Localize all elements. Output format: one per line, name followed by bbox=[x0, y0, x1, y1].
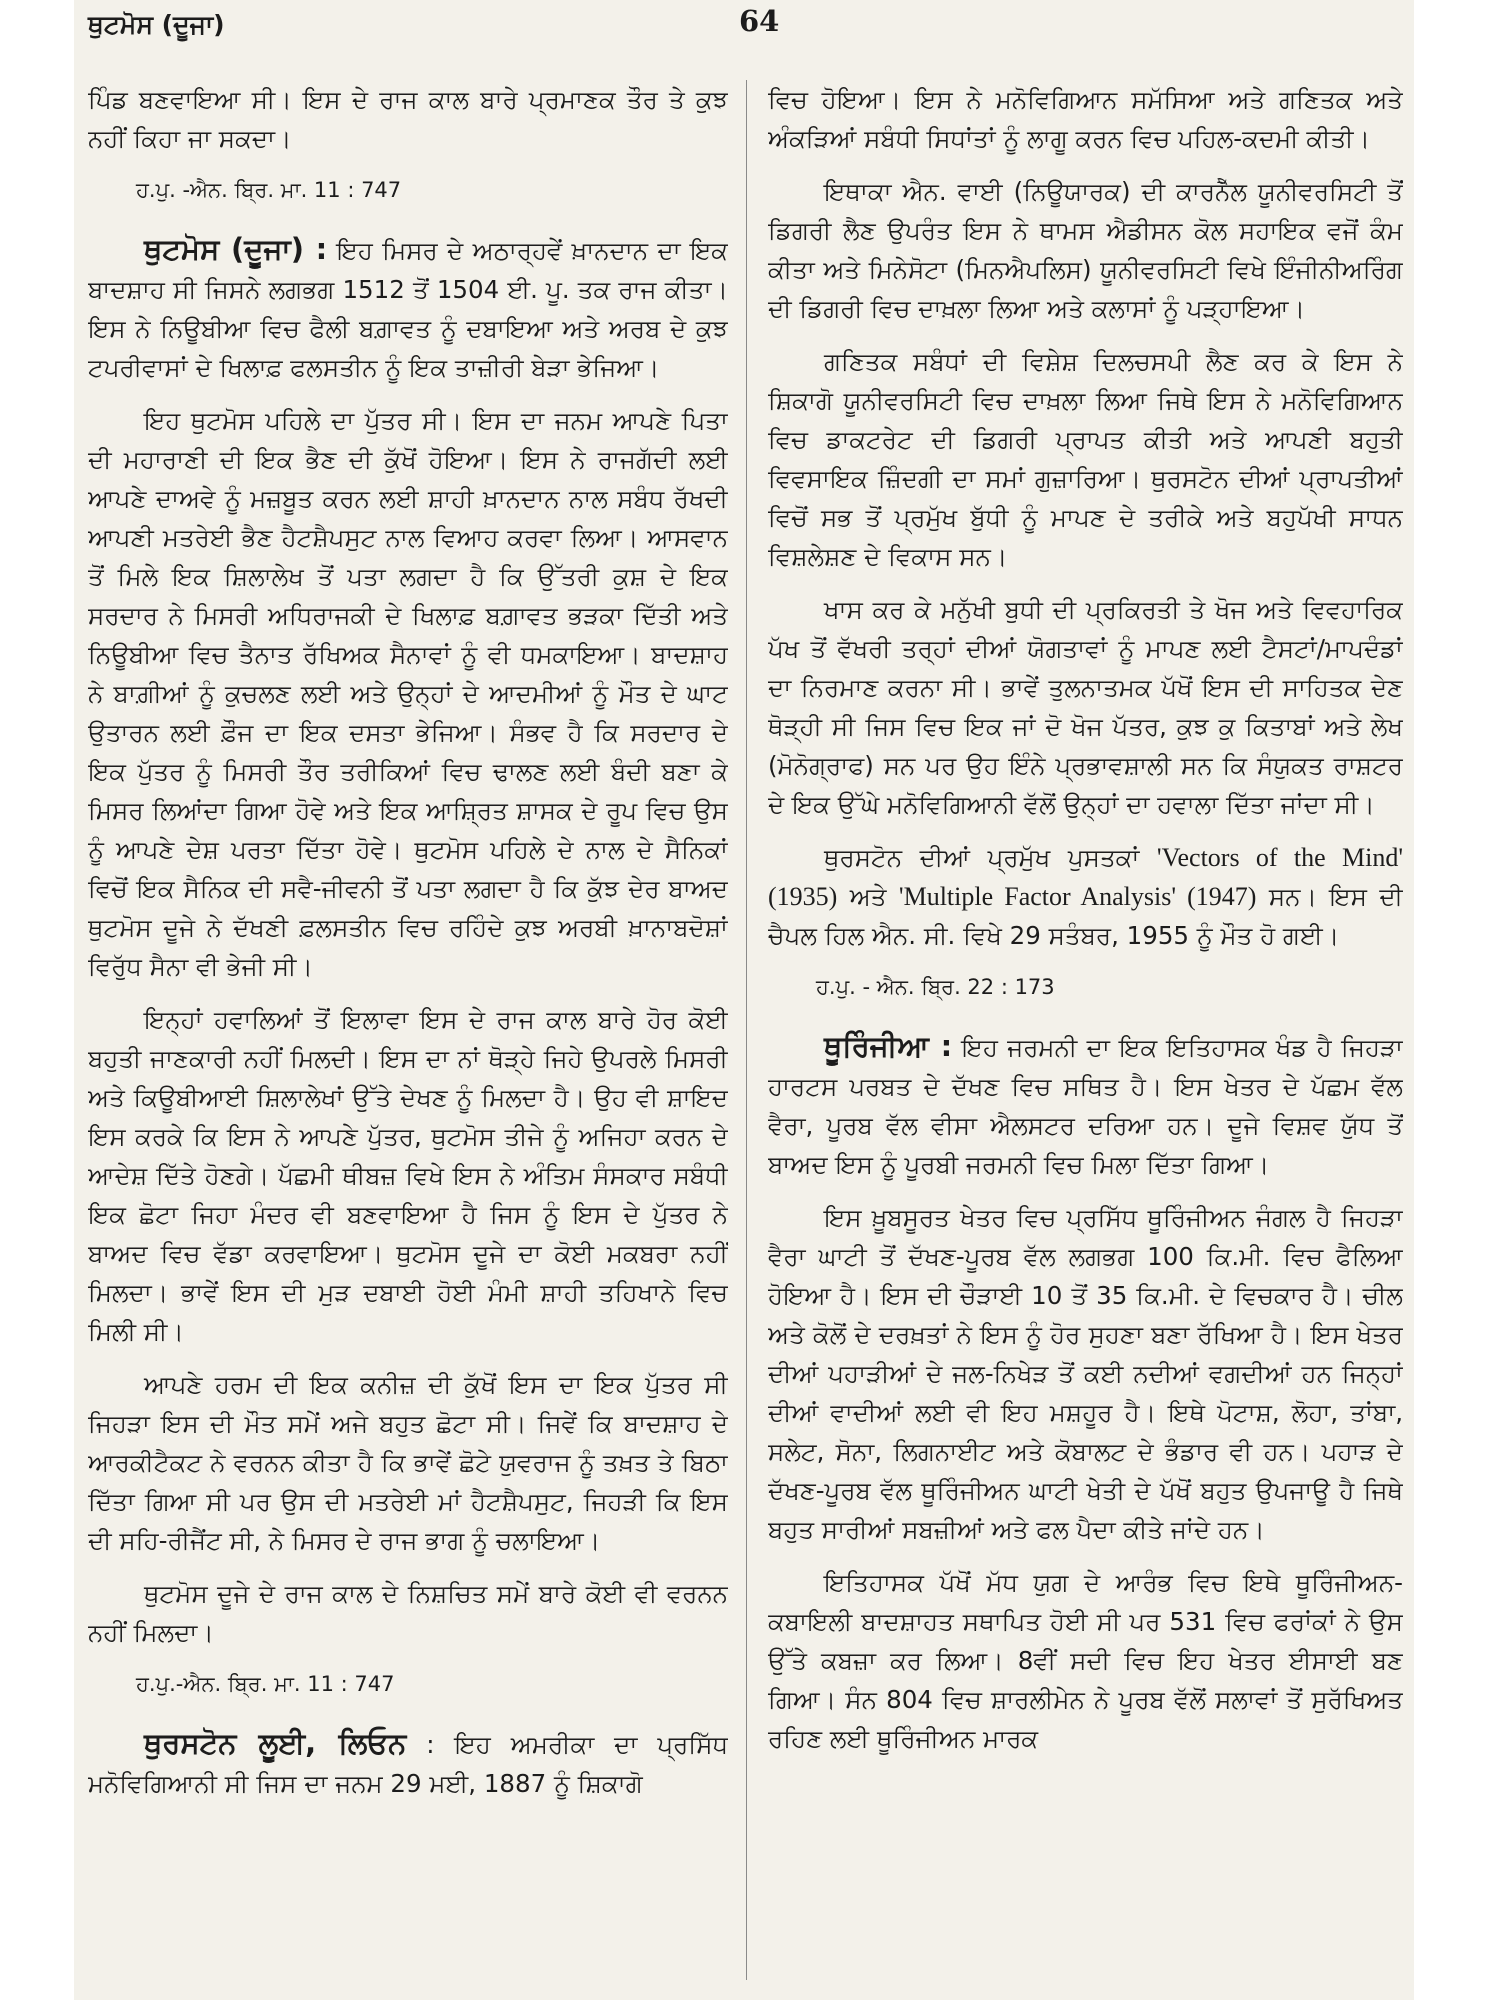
citation: ਹ.ਪੁ.-ਐਨ. ਬ੍ਰਿ. ਮਾ. 11 : 747 bbox=[136, 1672, 395, 1696]
paragraph-books bbox=[768, 838, 1403, 955]
entry-heading: ਥੁਟਮੋਸ (ਦੂਜਾ) : bbox=[144, 232, 328, 266]
paragraph: ਆਪਣੇ ਹਰਮ ਦੀ ਇਕ ਕਨੀਜ਼ ਦੀ ਕੁੱਖੋਂ ਇਸ ਦਾ ਇਕ ਪੁੱਤਰ ਸੀ ਜਿਹੜਾ ਇਸ ਦੀ ਮੌਤ ਸਮੇਂ ਅਜੇ ਬਹੁਤ ਛੋਟਾ ਸੀ। ਜਿਵੇਂ ਕਿ ਬਾਦਸ਼ਾਹ ਦੇ ਆਰਕੀਟੈਕਟ ਨੇ ਵਰਨਨ ਕੀਤਾ ਹੈ ਕਿ ਭਾਵੇਂ ਛੋਟੇ ਯੁਵਰਾਜ ਨੂੰ ਤਖ਼ਤ ਤੇ ਬਿਠਾ ਦਿੱਤਾ ਗਿਆ ਸੀ ਪਰ ਉਸ ਦੀ ਮਤਰੇਈ ਮਾਂ ਹੈਟਸ਼ੈਪਸੁਟ, ਜਿਹੜੀ ਕਿ ਇਸ ਦੀ ਸਹਿ-ਰੀਜੈਂਟ ਸੀ, ਨੇ ਮਿਸਰ ਦੇ ਰਾਜ ਭਾਗ ਨੂੰ ਚਲਾਇਆ। bbox=[88, 1370, 728, 1555]
text-run: ਅਤੇ bbox=[837, 882, 899, 911]
paragraph: ਪਿੰਡ ਬਣਵਾਇਆ ਸੀ। ਇਸ ਦੇ ਰਾਜ ਕਾਲ ਬਾਰੇ ਪ੍ਰਮਾਣਕ ਤੌਰ ਤੇ ਕੁਝ ਨਹੀਂ ਕਿਹਾ ਜਾ ਸਕਦਾ। bbox=[88, 85, 728, 153]
entry-heading: ਥੁਰਸਟੋਨ ਲੂਈ, ਲਿਓਨ bbox=[144, 1726, 407, 1760]
citation: ਹ.ਪੁ. - ਐਨ. ਬ੍ਰਿ. 22 : 173 bbox=[816, 975, 1055, 999]
book-title: 'Vectors of the Mind' (1935) bbox=[768, 843, 1403, 911]
citation: ਹ.ਪੁ. -ਐਨ. ਬ੍ਰਿ. ਮਾ. 11 : 747 bbox=[136, 178, 402, 202]
paragraph: ਵਿਚ ਹੋਇਆ। ਇਸ ਨੇ ਮਨੋਵਿਗਿਆਨ ਸਮੱਸਿਆ ਅਤੇ ਗਣਿਤਕ ਅਤੇ ਅੰਕੜਿਆਂ ਸਬੰਧੀ ਸਿਧਾਂਤਾਂ ਨੂੰ ਲਾਗੂ ਕਰਨ ਵਿਚ ਪਹਿਲ-ਕਦਮੀ ਕੀਤੀ। bbox=[768, 85, 1403, 153]
text-run: ਸਨ। ਇਸ ਦੀ ਚੈਪਲ ਹਿਲ ਐਨ. ਸੀ. ਵਿਖੇ 29 ਸਤੰਬਰ, 1955 ਨੂੰ ਮੌਤ ਹੋ ਗਈ। bbox=[768, 882, 1403, 950]
entry-heading: ਥੂਰਿੰਜੀਆ : bbox=[824, 1029, 953, 1063]
paragraph: ਖਾਸ ਕਰ ਕੇ ਮਨੁੱਖੀ ਬੁਧੀ ਦੀ ਪ੍ਰਕਿਰਤੀ ਤੇ ਖੋਜ ਅਤੇ ਵਿਵਹਾਰਿਕ ਪੱਖ ਤੋਂ ਵੱਖਰੀ ਤਰ੍ਹਾਂ ਦੀਆਂ ਯੋਗਤਾਵਾਂ ਨੂੰ ਮਾਪਣ ਲਈ ਟੈਸਟਾਂ/ਮਾਪਦੰਡਾਂ ਦਾ ਨਿਰਮਾਣ ਕਰਨਾ ਸੀ। ਭਾਵੇਂ ਤੁਲਨਾਤਮਕ ਪੱਖੋਂ ਇਸ ਦੀ ਸਾਹਿਤਕ ਦੇਣ ਥੋੜ੍ਹੀ ਸੀ ਜਿਸ ਵਿਚ ਇਕ ਜਾਂ ਦੋ ਖੋਜ ਪੱਤਰ, ਕੁਝ ਕੁ ਕਿਤਾਬਾਂ ਅਤੇ ਲੇਖ (ਮੋਨੋਗ੍ਰਾਫ) ਸਨ ਪਰ ਉਹ ਇੰਨੇ ਪ੍ਰਭਾਵਸ਼ਾਲੀ ਸਨ ਕਿ ਸੰਯੁਕਤ ਰਾਸ਼ਟਰ ਦੇ ਇਕ ਉੱਘੇ ਮਨੋਵਿਗਿਆਨੀ ਵੱਲੋਂ ਉਨ੍ਹਾਂ ਦਾ ਹਵਾਲਾ ਦਿੱਤਾ ਜਾਂਦਾ ਸੀ। bbox=[768, 595, 1403, 819]
paragraph: ਗਣਿਤਕ ਸਬੰਧਾਂ ਦੀ ਵਿਸ਼ੇਸ਼ ਦਿਲਚਸਪੀ ਲੈਣ ਕਰ ਕੇ ਇਸ ਨੇ ਸ਼ਿਕਾਗੋ ਯੂਨੀਵਰਸਿਟੀ ਵਿਚ ਦਾਖ਼ਲਾ ਲਿਆ ਜਿਥੇ ਇਸ ਨੇ ਮਨੋਵਿਗਿਆਨ ਵਿਚ ਡਾਕਟਰੇਟ ਦੀ ਡਿਗਰੀ ਪ੍ਰਾਪਤ ਕੀਤੀ ਅਤੇ ਆਪਣੀ ਬਹੁਤੀ ਵਿਵਸਾਇਕ ਜ਼ਿੰਦਗੀ ਦਾ ਸਮਾਂ ਗੁਜ਼ਾਰਿਆ। ਥੁਰਸਟੋਨ ਦੀਆਂ ਪ੍ਰਾਪਤੀਆਂ ਵਿਚੋਂ ਸਭ ਤੋਂ ਪ੍ਰਮੁੱਖ ਬੁੱਧੀ ਨੂੰ ਮਾਪਣ ਦੇ ਤਰੀਕੇ ਅਤੇ ਬਹੁਪੱਖੀ ਸਾਧਨ ਵਿਸ਼ਲੇਸ਼ਣ ਦੇ ਵਿਕਾਸ ਸਨ। bbox=[768, 347, 1403, 571]
entry-thutmose-ii bbox=[88, 230, 728, 387]
entry-text: ਇਹ ਮਿਸਰ ਦੇ ਅਠਾਰ੍ਹਵੇਂ ਖ਼ਾਨਦਾਨ ਦਾ ਇਕ ਬਾਦਸ਼ਾਹ ਸੀ ਜਿਸਨੇ ਲਗਭਗ 1512 ਤੋਂ 1504 ਈ. ਪੂ. ਤਕ ਰਾਜ ਕੀਤਾ। ਇਸ ਨੇ ਨਿਊਬੀਆ ਵਿਚ ਫੈਲੀ ਬਗ਼ਾਵਤ ਨੂੰ ਦਬਾਇਆ ਅਤੇ ਅਰਬ ਦੇ ਕੁਝ ਟਪਰੀਵਾਸਾਂ ਦੇ ਖਿਲਾਫ਼ ਫਲਸਤੀਨ ਨੂੰ ਇਕ ਤਾਜ਼ੀਰੀ ਬੇੜਾ ਭੇਜਿਆ। bbox=[88, 236, 728, 382]
entry-text: : ਇਹ ਅਮਰੀਕਾ ਦਾ ਪ੍ਰਸਿੱਧ ਮਨੋਵਿਗਿਆਨੀ ਸੀ ਜਿਸ ਦਾ ਜਨਮ 29 ਮਈ, 1887 ਨੂੰ ਸ਼ਿਕਾਗੋ bbox=[88, 1730, 728, 1798]
paragraph: ਇਥਾਕਾ ਐਨ. ਵਾਈ (ਨਿਊਯਾਰਕ) ਦੀ ਕਾਰਨੈੱਲ ਯੂਨੀਵਰਸਿਟੀ ਤੋਂ ਡਿਗਰੀ ਲੈਣ ਉਪਰੰਤ ਇਸ ਨੇ ਥਾਮਸ ਐਡੀਸਨ ਕੋਲ ਸਹਾਇਕ ਵਜੋਂ ਕੰਮ ਕੀਤਾ ਅਤੇ ਮਿਨੇਸੋਟਾ (ਮਿਨਐਪਲਿਸ) ਯੂਨੀਵਰਸਿਟੀ ਵਿਖੇ ਇੰਜੀਨੀਅਰਿੰਗ ਦੀ ਡਿਗਰੀ ਵਿਚ ਦਾਖ਼ਲਾ ਲਿਆ ਅਤੇ ਕਲਾਸਾਂ ਨੂੰ ਪੜ੍ਹਾਇਆ। bbox=[768, 177, 1403, 323]
right-column bbox=[768, 80, 1403, 1990]
paragraph: ਥੁਟਮੋਸ ਦੂਜੇ ਦੇ ਰਾਜ ਕਾਲ ਦੇ ਨਿਸ਼ਚਿਤ ਸਮੇਂ ਬਾਰੇ ਕੋਈ ਵੀ ਵਰਨਨ ਨਹੀਂ ਮਿਲਦਾ। bbox=[88, 1579, 728, 1647]
paragraph: ਇਤਿਹਾਸਕ ਪੱਖੋਂ ਮੱਧ ਯੁਗ ਦੇ ਆਰੰਭ ਵਿਚ ਇਥੇ ਥੂਰਿੰਜੀਅਨ-ਕਬਾਇਲੀ ਬਾਦਸ਼ਾਹਤ ਸਥਾਪਿਤ ਹੋਈ ਸੀ ਪਰ 531 ਵਿਚ ਫਰਾਂਕਾਂ ਨੇ ਉਸ ਉੱਤੇ ਕਬਜ਼ਾ ਕਰ ਲਿਆ। 8ਵੀਂ ਸਦੀ ਵਿਚ ਇਹ ਖੇਤਰ ਈਸਾਈ ਬਣ ਗਿਆ। ਸੰਨ 804 ਵਿਚ ਸ਼ਾਰਲੀਮੇਨ ਨੇ ਪੂਰਬ ਵੱਲੋਂ ਸਲਾਵਾਂ ਤੋਂ ਸੁਰੱਖਿਅਤ ਰਹਿਣ ਲਈ ਥੂਰਿੰਜੀਅਨ ਮਾਰਕ bbox=[768, 1568, 1403, 1753]
paragraph: ਇਨ੍ਹਾਂ ਹਵਾਲਿਆਂ ਤੋਂ ਇਲਾਵਾ ਇਸ ਦੇ ਰਾਜ ਕਾਲ ਬਾਰੇ ਹੋਰ ਕੋਈ ਬਹੁਤੀ ਜਾਣਕਾਰੀ ਨਹੀਂ ਮਿਲਦੀ। ਇਸ ਦਾ ਨਾਂ ਥੋੜ੍ਹੇ ਜਿਹੇ ਉਪਰਲੇ ਮਿਸਰੀ ਅਤੇ ਕਿਊਬੀਆਈ ਸ਼ਿਲਾਲੇਖਾਂ ਉੱਤੇ ਦੇਖਣ ਨੂੰ ਮਿਲਦਾ ਹੈ। ਉਹ ਵੀ ਸ਼ਾਇਦ ਇਸ ਕਰਕੇ ਕਿ ਇਸ ਨੇ ਆਪਣੇ ਪੁੱਤਰ, ਥੁਟਮੋਸ ਤੀਜੇ ਨੂੰ ਅਜਿਹਾ ਕਰਨ ਦੇ ਆਦੇਸ਼ ਦਿੱਤੇ ਹੋਣਗੇ। ਪੱਛਮੀ ਥੀਬਜ਼ ਵਿਖੇ ਇਸ ਨੇ ਅੰਤਿਮ ਸੰਸਕਾਰ ਸਬੰਧੀ ਇਕ ਛੋਟਾ ਜਿਹਾ ਮੰਦਰ ਵੀ ਬਣਵਾਇਆ ਹੈ ਜਿਸ ਨੂੰ ਇਸ ਦੇ ਪੁੱਤਰ ਨੇ ਬਾਅਦ ਵਿਚ ਵੱਡਾ ਕਰਵਾਇਆ। ਥੁਟਮੋਸ ਦੂਜੇ ਦਾ ਕੋਈ ਮਕਬਰਾ ਨਹੀਂ ਮਿਲਦਾ। ਭਾਵੇਂ ਇਸ ਦੀ ਮੁੜ ਦਬਾਈ ਹੋਈ ਮੰਮੀ ਸ਼ਾਹੀ ਤਹਿਖਾਨੇ ਵਿਚ ਮਿਲੀ ਸੀ। bbox=[88, 1005, 728, 1346]
paragraph: ਇਸ ਖ਼ੂਬਸੂਰਤ ਖੇਤਰ ਵਿਚ ਪ੍ਰਸਿੱਧ ਥੂਰਿੰਜੀਅਨ ਜੰਗਲ ਹੈ ਜਿਹੜਾ ਵੈਰਾ ਘਾਟੀ ਤੋਂ ਦੱਖਣ-ਪੂਰਬ ਵੱਲ ਲਗਭਗ 100 ਕਿ.ਮੀ. ਵਿਚ ਫੈਲਿਆ ਹੋਇਆ ਹੈ। ਇਸ ਦੀ ਚੌੜਾਈ 10 ਤੋਂ 35 ਕਿ.ਮੀ. ਦੇ ਵਿਚਕਾਰ ਹੈ। ਚੀਲ ਅਤੇ ਕੋਲੋਂ ਦੇ ਦਰਖ਼ਤਾਂ ਨੇ ਇਸ ਨੂੰ ਹੋਰ ਸੁਹਣਾ ਬਣਾ ਰੱਖਿਆ ਹੈ। ਇਸ ਖੇਤਰ ਦੀਆਂ ਪਹਾੜੀਆਂ ਦੇ ਜਲ-ਨਿਖੇੜ ਤੋਂ ਕਈ ਨਦੀਆਂ ਵਗਦੀਆਂ ਹਨ ਜਿਨ੍ਹਾਂ ਦੀਆਂ ਵਾਦੀਆਂ ਲਈ ਵੀ ਇਹ ਮਸ਼ਹੂਰ ਹੈ। ਇਥੇ ਪੋਟਾਸ਼, ਲੋਹਾ, ਤਾਂਬਾ, ਸਲੇਟ, ਸੋਨਾ, ਲਿਗਨਾਈਟ ਅਤੇ ਕੋਬਾਲਟ ਦੇ ਭੰਡਾਰ ਵੀ ਹਨ। ਪਹਾੜ ਦੇ ਦੱਖਣ-ਪੂਰਬ ਵੱਲ ਥੂਰਿੰਜੀਅਨ ਘਾਟੀ ਖੇਤੀ ਦੇ ਪੱਖੋਂ ਬਹੁਤ ਉਪਜਾਊ ਹੈ ਜਿਥੇ ਬਹੁਤ ਸਾਰੀਆਂ ਸਬਜ਼ੀਆਂ ਅਤੇ ਫਲ ਪੈਦਾ ਕੀਤੇ ਜਾਂਦੇ ਹਨ। bbox=[768, 1203, 1403, 1544]
running-head: ਥੁਟਮੋਸ (ਦੂਜਾ) bbox=[88, 10, 225, 39]
entry-text: ਇਹ ਜਰਮਨੀ ਦਾ ਇਕ ਇਤਿਹਾਸਕ ਖੰਡ ਹੈ ਜਿਹੜਾ ਹਾਰਟਸ ਪਰਬਤ ਦੇ ਦੱਖਣ ਵਿਚ ਸਥਿਤ ਹੈ। ਇਸ ਖੇਤਰ ਦੇ ਪੱਛਮ ਵੱਲ ਵੈਰਾ, ਪੂਰਬ ਵੱਲ ਵੀਸਾ ਐਲਸਟਰ ਦਰਿਆ ਹਨ। ਦੂਜੇ ਵਿਸ਼ਵ ਯੁੱਧ ਤੋਂ ਬਾਅਦ ਇਸ ਨੂੰ ਪੂਰਬੀ ਜਰਮਨੀ ਵਿਚ ਮਿਲਾ ਦਿੱਤਾ ਗਿਆ। bbox=[768, 1033, 1403, 1179]
book-page bbox=[74, 0, 1414, 2000]
page-number: 64 bbox=[739, 4, 780, 38]
left-column bbox=[88, 80, 728, 1990]
column-divider bbox=[746, 80, 747, 1980]
text-run: ਥੁਰਸਟੋਨ ਦੀਆਂ ਪ੍ਰਮੁੱਖ ਪੁਸਤਕਾਂ bbox=[824, 843, 1157, 872]
entry-thuringia bbox=[768, 1027, 1403, 1184]
paragraph: ਇਹ ਥੁਟਮੋਸ ਪਹਿਲੇ ਦਾ ਪੁੱਤਰ ਸੀ। ਇਸ ਦਾ ਜਨਮ ਆਪਣੇ ਪਿਤਾ ਦੀ ਮਹਾਰਾਣੀ ਦੀ ਇਕ ਭੈਣ ਦੀ ਕੁੱਖੋਂ ਹੋਇਆ। ਇਸ ਨੇ ਰਾਜਗੱਦੀ ਲਈ ਆਪਣੇ ਦਾਅਵੇ ਨੂੰ ਮਜ਼ਬੂਤ ਕਰਨ ਲਈ ਸ਼ਾਹੀ ਖ਼ਾਨਦਾਨ ਨਾਲ ਸਬੰਧ ਰੱਖਦੀ ਆਪਣੀ ਮਤਰੇਈ ਭੈਣ ਹੈਟਸ਼ੈਪਸੁਟ ਨਾਲ ਵਿਆਹ ਕਰਵਾ ਲਿਆ। ਆਸਵਾਨ ਤੋਂ ਮਿਲੇ ਇਕ ਸ਼ਿਲਾਲੇਖ ਤੋਂ ਪਤਾ ਲਗਦਾ ਹੈ ਕਿ ਉੱਤਰੀ ਕੁਸ਼ ਦੇ ਇਕ ਸਰਦਾਰ ਨੇ ਮਿਸਰੀ ਅਧਿਰਾਜਕੀ ਦੇ ਖਿਲਾਫ਼ ਬਗ਼ਾਵਤ ਭੜਕਾ ਦਿੱਤੀ ਅਤੇ ਨਿਊਬੀਆ ਵਿਚ ਤੈਨਾਤ ਰੱਖਿਅਕ ਸੈਨਾਵਾਂ ਨੂੰ ਵੀ ਧਮਕਾਇਆ। ਬਾਦਸ਼ਾਹ ਨੇ ਬਾਗ਼ੀਆਂ ਨੂੰ ਕੁਚਲਣ ਲਈ ਅਤੇ ਉਨ੍ਹਾਂ ਦੇ ਆਦਮੀਆਂ ਨੂੰ ਮੌਤ ਦੇ ਘਾਟ ਉਤਾਰਨ ਲਈ ਫ਼ੌਜ ਦਾ ਇਕ ਦਸਤਾ ਭੇਜਿਆ। ਸੰਭਵ ਹੈ ਕਿ ਸਰਦਾਰ ਦੇ ਇਕ ਪੁੱਤਰ ਨੂੰ ਮਿਸਰੀ ਤੌਰ ਤਰੀਕਿਆਂ ਵਿਚ ਢਾਲਣ ਲਈ ਬੰਦੀ ਬਣਾ ਕੇ ਮਿਸਰ ਲਿਆਂਦਾ ਗਿਆ ਹੋਵੇ ਅਤੇ ਇਕ ਆਸ਼੍ਰਿਤ ਸ਼ਾਸਕ ਦੇ ਰੂਪ ਵਿਚ ਉਸ ਨੂੰ ਆਪਣੇ ਦੇਸ਼ ਪਰਤਾ ਦਿੱਤਾ ਹੋਵੇ। ਥੁਟਮੋਸ ਪਹਿਲੇ ਦੇ ਨਾਲ ਦੇ ਸੈਨਿਕਾਂ ਵਿਚੋਂ ਇਕ ਸੈਨਿਕ ਦੀ ਸਵੈ-ਜੀਵਨੀ ਤੋਂ ਪਤਾ ਲਗਦਾ ਹੈ ਕਿ ਕੁੱਝ ਦੇਰ ਬਾਅਦ ਥੁਟਮੋਸ ਦੂਜੇ ਨੇ ਦੱਖਣੀ ਫ਼ਲਸਤੀਨ ਵਿਚ ਰਹਿੰਦੇ ਕੁਝ ਅਰਬੀ ਖ਼ਾਨਾਬਦੋਸ਼ਾਂ ਵਿਰੁੱਧ ਸੈਨਾ ਵੀ ਭੇਜੀ ਸੀ। bbox=[88, 406, 728, 981]
entry-thurstone bbox=[88, 1724, 728, 1803]
book-title: 'Multiple Factor Analysis' (1947) bbox=[898, 882, 1257, 911]
